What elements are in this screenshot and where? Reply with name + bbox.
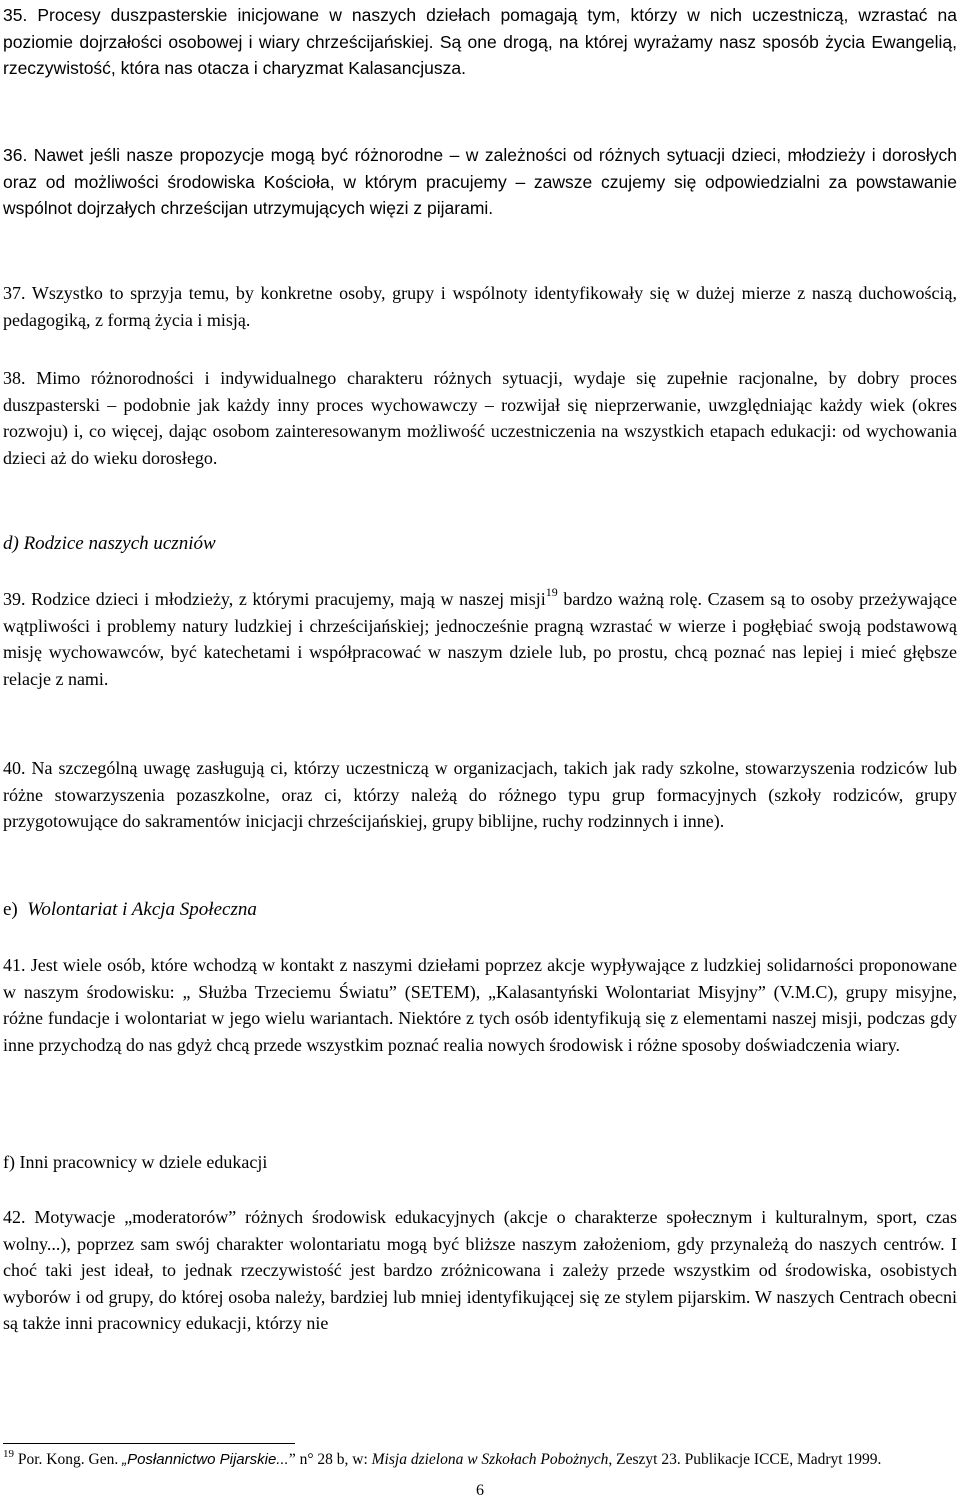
section-heading-e-text: Wolontariat i Akcja Społeczna bbox=[27, 899, 257, 920]
paragraph-39 bbox=[3, 586, 957, 692]
footnote-text-3: , Zeszyt 23. Publikacje ICCE, Madryt 1999. bbox=[608, 1451, 882, 1468]
footnote-text-2: ” n° 28 b, w: bbox=[288, 1451, 372, 1468]
paragraph-38: 38. Mimo różnorodności i indywidualnego charakteru różnych sytuacji, wydaje się zupełnie racjonalne, by dobry proces duszpasterski – podobnie jak każdy inny proces wychowawczy – rozwijał się nieprzerwanie, uwzględniając każdy wiek (okres rozwoju) i, co więcej, dając osobom zainteresowanym możliwość uczestniczenia na wszystkich etapach edukacji: od wychowania dzieci aż do wieku dorosłego. bbox=[3, 368, 957, 468]
paragraph-39-text-start: 39. Rodzice dzieci i młodzieży, z którymi pracujemy, mają w naszej misji bbox=[3, 589, 546, 609]
footnote-title-2: Misja dzielona w Szkołach Pobożnych bbox=[371, 1451, 609, 1468]
footnote-19 bbox=[3, 1448, 957, 1472]
footnote-title-1: „Posłannictwo Pijarskie... bbox=[122, 1451, 289, 1468]
paragraph-41: 41. Jest wiele osób, które wchodzą w kontakt z naszymi dziełami poprzez akcje wypływające z ludzkiej solidarności proponowane w naszym środowisku: „ Służba Trzeciemu Światu” (SETEM), „Kalasantyński Wolontariat Misyjny” (V.M.C), grupy misyjne, różne fundacje i wolontariat w jego wielu wariantach. Niektóre z tych osób identyfikują się z elementami naszej misji, podczas gdy inne przychodzą do nas gdyż chcą przede wszystkim poznać realia nowych środowisk i różne sposoby doświadczenia wiary. bbox=[3, 955, 957, 1055]
section-heading-f: f) Inni pracownicy w dziele edukacji bbox=[3, 1152, 268, 1172]
footnote-number: 19 bbox=[3, 1448, 14, 1460]
paragraph-37: 37. Wszystko to sprzyja temu, by konkretne osoby, grupy i wspólnoty identyfikowały się w dużej mierze z naszą duchowością, pedagogiką, z formą życia i misją. bbox=[3, 283, 957, 330]
page-number: 6 bbox=[476, 1482, 484, 1499]
footnote-reference[interactable]: 19 bbox=[545, 585, 558, 599]
paragraph-40: 40. Na szczególną uwagę zasługują ci, którzy uczestniczą w organizacjach, takich jak rady szkolne, stowarzyszenia rodziców lub różne stowarzyszenia pozaszkolne, oraz ci, którzy należą do różnego typu grup formacyjnych (szkoły rodziców, grupy przygotowujące do sakramentów inicjacji chrześcijańskiej, grupy biblijne, ruchy rodzinnych i inne). bbox=[3, 758, 957, 831]
paragraph-35: 35. Procesy duszpasterskie inicjowane w naszych dziełach pomagają tym, którzy w nich uczestniczą, wzrastać na poziomie dojrzałości osobowej i wiary chrześcijańskiej. Są one drogą, na której wyrażamy nasz sposób życia Ewangelią, rzeczywistość, która nas otacza i charyzmat Kalasancjusza. bbox=[3, 5, 957, 78]
paragraph-36: 36. Nawet jeśli nasze propozycje mogą być różnorodne – w zależności od różnych sytuacji dzieci, młodzieży i dorosłych oraz od możliwości środowiska Kościoła, w którym pracujemy – zawsze czujemy się odpowiedzialni za powstawanie wspólnot dojrzałych chrześcijan utrzymujących więzi z pijarami. bbox=[3, 145, 957, 218]
paragraph-39-text-end: bardzo ważną rolę. Czasem są to osoby przeżywające wątpliwości i problemy natury ludzkiej i chrześcijańskiej; jednocześnie pragną wzrastać w wierze i pogłębiać swoją podstawową misję wychowawców, być katechetami i współpracować w naszym dziele lub, po prostu, chcą poznać nas lepiej i mieć głębsze relacje z nami. bbox=[3, 589, 957, 689]
section-heading-e-prefix: e) bbox=[3, 899, 18, 920]
paragraph-42: 42. Motywacje „moderatorów” różnych środowisk edukacyjnych (akcje o charakterze społecznym i kulturalnym, sport, czas wolny...), poprzez sam swój charakter wolontariatu mogą być bliższe naszym założeniom, gdy przynależą do naszych centrów. I choć taki jest ideał, to jednak rzeczywistość jest bardzo zróżnicowana i zależy przede wszystkim od środowiska, osobistych wyborów i od grupy, do której osoba należy, bardziej lub mniej identyfikującej się ze stylem pijarskim. W naszych Centrach obecni są także inni pracownicy edukacji, którzy nie bbox=[3, 1207, 957, 1333]
section-heading-d: d) Rodzice naszych uczniów bbox=[3, 533, 216, 554]
section-heading-e bbox=[3, 899, 257, 921]
footnote-separator bbox=[3, 1443, 295, 1444]
footnote-text-1: Por. Kong. Gen. bbox=[14, 1451, 123, 1468]
